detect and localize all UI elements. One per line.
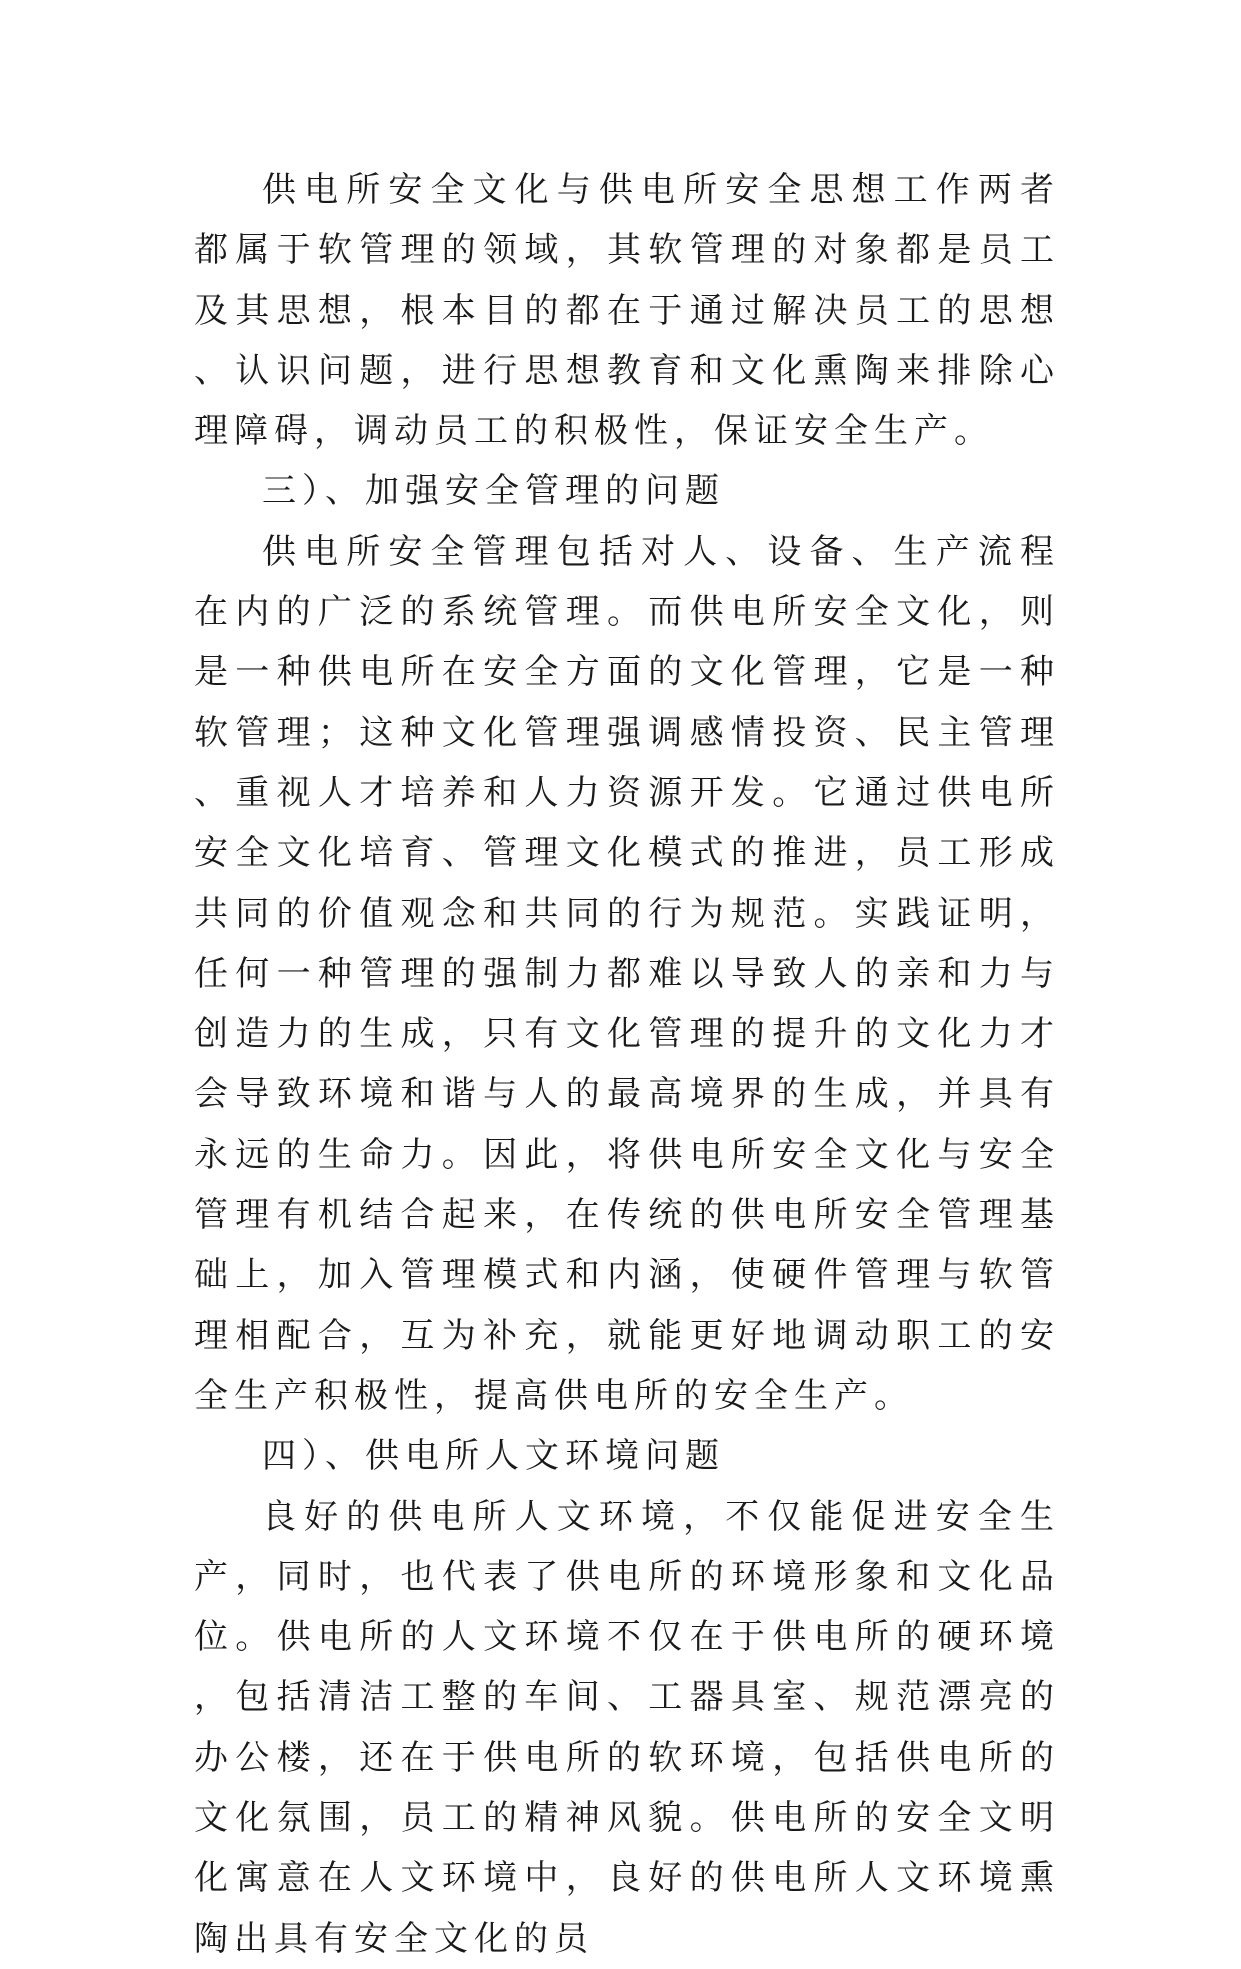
section-heading-safety-management: 三）、加强安全管理的问题 (262, 471, 725, 512)
document-body (194, 160, 1060, 1969)
section-heading-humanistic-environment: 四）、供电所人文环境问题 (262, 1436, 725, 1477)
paragraph-safety-management: 供电所安全管理包括对人、设备、生产流程在内的广泛的系统管理。而供电所安全文化，则是一种供电所在安全方面的文化管理，它是一种软管理；这种文化管理强调感情投资、民主管理、重视人才培养和人力资源开发。它通过供电所安全文化培育、管理文化模式的推进，员工形成共同的价值观念和共同的行为规范。实践证明，任何一种管理的强制力都难以导致人的亲和力与创造力的生成，只有文化管理的提升的文化力才会导致环境和谐与人的最高境界的生成，并具有永远的生命力。因此，将供电所安全文化与安全管理有机结合起来，在传统的供电所安全管理基础上，加入管理模式和内涵，使硬件管理与软管理相配合，互为补充，就能更好地调动职工的安全生产积极性，提高供电所的安全生产。 (194, 531, 1060, 1416)
paragraph-humanistic-environment: 良好的供电所人文环境，不仅能促进安全生产，同时，也代表了供电所的环境形象和文化品位。供电所的人文环境不仅在于供电所的硬环境，包括清洁工整的车间、工器具室、规范漂亮的办公楼，还在于供电所的软环境，包括供电所的文化氛围，员工的精神风貌。供电所的安全文明化寓意在人文环境中，良好的供电所人文环境熏陶出具有安全文化的员 (194, 1496, 1060, 1959)
paragraph-software-management: 供电所安全文化与供电所安全思想工作两者都属于软管理的领域，其软管理的对象都是员工及其思想，根本目的都在于通过解决员工的思想、认识问题，进行思想教育和文化熏陶来排除心理障碍，调动员工的积极性，保证安全生产。 (194, 170, 1060, 452)
